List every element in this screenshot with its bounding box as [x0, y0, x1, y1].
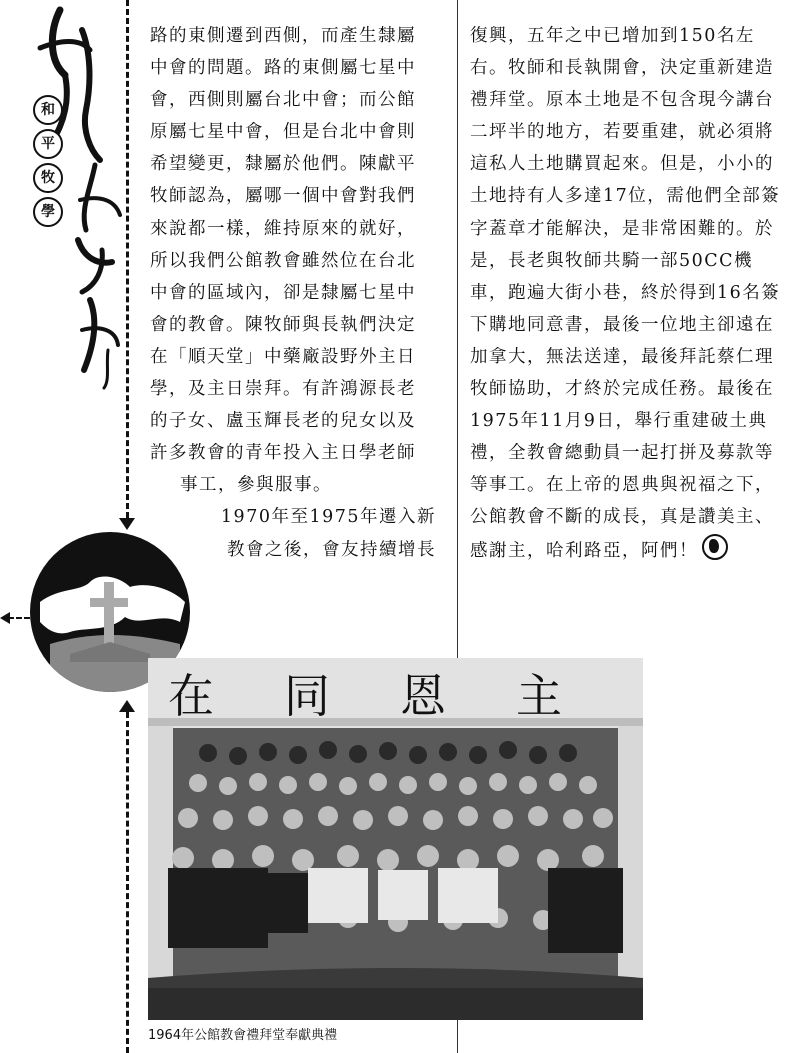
text-line: 這私人土地購買起來。但是，小小的 [470, 154, 774, 175]
article-column-1 [150, 20, 442, 566]
text-line-last [470, 534, 800, 567]
text-line: 1970年至1975年遷入新 [220, 507, 436, 528]
text-line: 許多教會的青年投入主日學老師 [150, 443, 416, 464]
arrow-left-line [8, 617, 30, 619]
text-line: 車，跑遍大街小巷，終於得到16名簽 [470, 282, 781, 303]
series-badge: 牧 [33, 163, 63, 193]
text-line: 復興，五年之中已增加到150名左 [470, 26, 755, 46]
arrow-up-icon [119, 700, 135, 712]
text-line: 教會之後，會友持續增長 [227, 539, 436, 560]
series-badge: 和 [33, 95, 63, 125]
text-line: 牧師協助，才終於完成任務。最後在 [470, 379, 774, 400]
text-line: 1975年11月9日，舉行重建破土典 [470, 411, 768, 432]
photo-banner: 在同恩主 [168, 669, 632, 723]
text-line: 學，及主日崇拜。有許鴻源長老 [150, 379, 416, 400]
text-line: 右。牧師和長執開會，決定重新建造 [470, 58, 774, 79]
text-line: 所以我們公館教會雖然位在台北 [150, 250, 416, 271]
text-line: 事工，參與服事。 [180, 475, 332, 496]
text-line: 禮拜堂。原本土地是不包含現今講台 [470, 90, 774, 111]
text-line: 牧師認為，屬哪一個中會對我們 [150, 186, 416, 207]
text-line: 中會的區域內，卻是隸屬七星中 [150, 282, 416, 303]
group-photo [148, 658, 643, 1020]
text-line: 路的東側遷到西側，而產生隸屬 [150, 26, 416, 46]
dashed-guide-line-bottom [126, 712, 129, 1053]
article-column-2 [470, 20, 800, 567]
arrow-down-icon [119, 518, 135, 530]
photo-caption: 1964年公館教會禮拜堂奉獻典禮 [148, 1028, 338, 1043]
text-line: 等事工。在上帝的恩典與祝福之下， [470, 475, 774, 496]
text-line: 原屬七星中會，但是台北中會則 [150, 122, 416, 143]
series-badge: 平 [33, 129, 63, 159]
text-line: 的子女、盧玉輝長老的兒女以及 [150, 411, 416, 432]
text-line: 中會的問題。路的東側屬七星中 [150, 58, 416, 79]
closing-text: 感謝主，哈利路亞，阿們！ [470, 540, 698, 561]
end-mark-icon [702, 534, 728, 560]
series-badge: 學 [33, 197, 63, 227]
text-line: 禮，全教會總動員一起打拼及募款等 [470, 443, 774, 464]
text-line: 加拿大，無法送達，最後拜託蔡仁理 [470, 346, 774, 367]
text-line: 公館教會不斷的成長，真是讚美主、 [470, 507, 774, 528]
text-line: 土地持有人多達17位，需他們全部簽 [470, 186, 781, 207]
series-badge-column [33, 95, 65, 227]
text-line: 希望變更，隸屬於他們。陳獻平 [150, 154, 416, 175]
text-line: 在「順天堂」中藥廠設野外主日 [150, 346, 416, 367]
text-line: 會，西側則屬台北中會；而公館 [150, 90, 416, 111]
text-line: 字蓋章才能解決，是非常困難的。於 [470, 218, 774, 239]
text-line: 來說都一樣，維持原來的就好， [150, 218, 416, 239]
text-line: 二坪半的地方，若要重建，就必須將 [470, 122, 774, 143]
text-line: 下購地同意書，最後一位地主卻遠在 [470, 314, 774, 335]
text-line: 是，長老與牧師共騎一部50CC機 [470, 250, 754, 271]
text-line: 會的教會。陳牧師與長執們決定 [150, 314, 416, 335]
